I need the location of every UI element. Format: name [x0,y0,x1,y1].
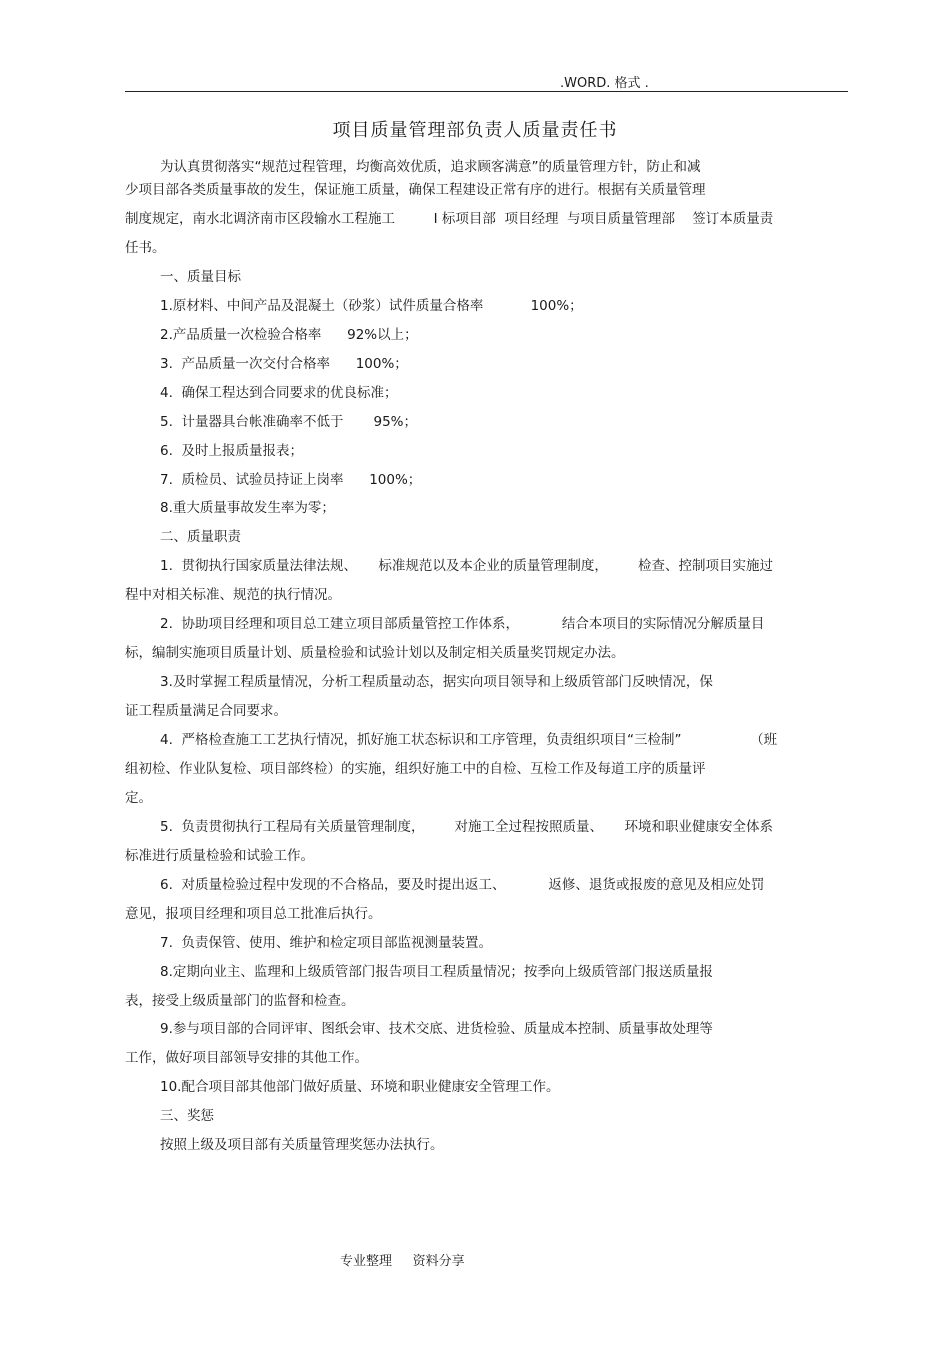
body-line: 标准进行质量检验和试验工作。 [125,848,314,864]
body-line: 定。 [125,790,152,806]
body-line: 4. 确保工程达到合同要求的优良标准； [160,385,398,401]
body-line: 少项目部各类质量事故的发生，保证施工质量，确保工程建设正常有序的进行。根据有关质量管理 [125,182,706,198]
body-line: 三、奖惩 [160,1108,214,1124]
body-line: 1. 贯彻执行国家质量法律法规、 标准规范以及本企业的质量管理制度， 检查、控制项目实施过 [160,558,773,574]
body-line: 5. 负责贯彻执行工程局有关质量管理制度， 对施工全过程按照质量、 环境和职业健康安全体系 [160,819,773,835]
body-line: 组初检、作业队复检、项目部终检）的实施，组织好施工中的自检、互检工作及每道工序的质量评 [125,761,706,777]
document-title: 项目质量管理部负责人质量责任书 [332,120,618,141]
page-footer: 专业整理 资料分享 [340,1254,465,1269]
body-line: 工作，做好项目部领导安排的其他工作。 [125,1050,368,1066]
body-line: 6. 对质量检验过程中发现的不合格品，要及时提出返工、 返修、退货或报废的意见及相应处罚 [160,877,765,893]
body-line: 为认真贯彻落实“规范过程管理，均衡高效优质，追求顾客满意”的质量管理方针，防止和减 [160,159,701,175]
body-line: 9.参与项目部的合同评审、图纸会审、技术交底、进货检验、质量成本控制、质量事故处理等 [160,1021,713,1037]
body-line: 2. 协助项目经理和项目总工建立项目部质量管控工作体系， 结合本项目的实际情况分解质量目 [160,616,765,632]
body-line: 标，编制实施项目质量计划、质量检验和试验计划以及制定相关质量奖罚规定办法。 [125,645,625,661]
page-header: .WORD. 格式 . [560,76,649,91]
body-line: 二、质量职责 [160,529,241,545]
body-line: 8.定期向业主、监理和上级质管部门报告项目工程质量情况；按季向上级质管部门报送质量报 [160,964,713,980]
body-line: 制度规定，南水北调济南市区段输水工程施工 I 标项目部 项目经理 与项目质量管理部 签订本质量责 [125,211,774,227]
body-line: 证工程质量满足合同要求。 [125,703,287,719]
body-line: 4. 严格检查施工工艺执行情况，抓好施工状态标识和工序管理，负责组织项目“三检制” （班 [160,732,778,748]
body-line: 一、质量目标 [160,269,241,285]
body-line: 程中对相关标准、规范的执行情况。 [125,587,341,603]
body-line: 2.产品质量一次检验合格率 92%以上； [160,327,418,343]
body-line: 意见，报项目经理和项目总工批准后执行。 [125,906,382,922]
body-line: 3. 产品质量一次交付合格率 100%； [160,356,408,372]
header-rule [125,91,848,92]
body-line: 1.原材料、中间产品及混凝土（砂浆）试件质量合格率 100%； [160,298,583,314]
body-line: 3.及时掌握工程质量情况，分析工程质量动态，据实向项目领导和上级质管部门反映情况，保 [160,674,713,690]
body-line: 任书。 [125,240,166,256]
body-line: 按照上级及项目部有关质量管理奖惩办法执行。 [160,1137,444,1153]
body-line: 7. 负责保管、使用、维护和检定项目部监视测量装置。 [160,935,492,951]
body-line: 7. 质检员、试验员持证上岗率 100%； [160,472,422,488]
body-line: 8.重大质量事故发生率为零； [160,500,335,516]
body-line: 表，接受上级质量部门的监督和检查。 [125,993,355,1009]
body-line: 10.配合项目部其他部门做好质量、环境和职业健康安全管理工作。 [160,1079,560,1095]
body-line: 6. 及时上报质量报表； [160,443,303,459]
body-line: 5. 计量器具台帐准确率不低于 95%； [160,414,418,430]
